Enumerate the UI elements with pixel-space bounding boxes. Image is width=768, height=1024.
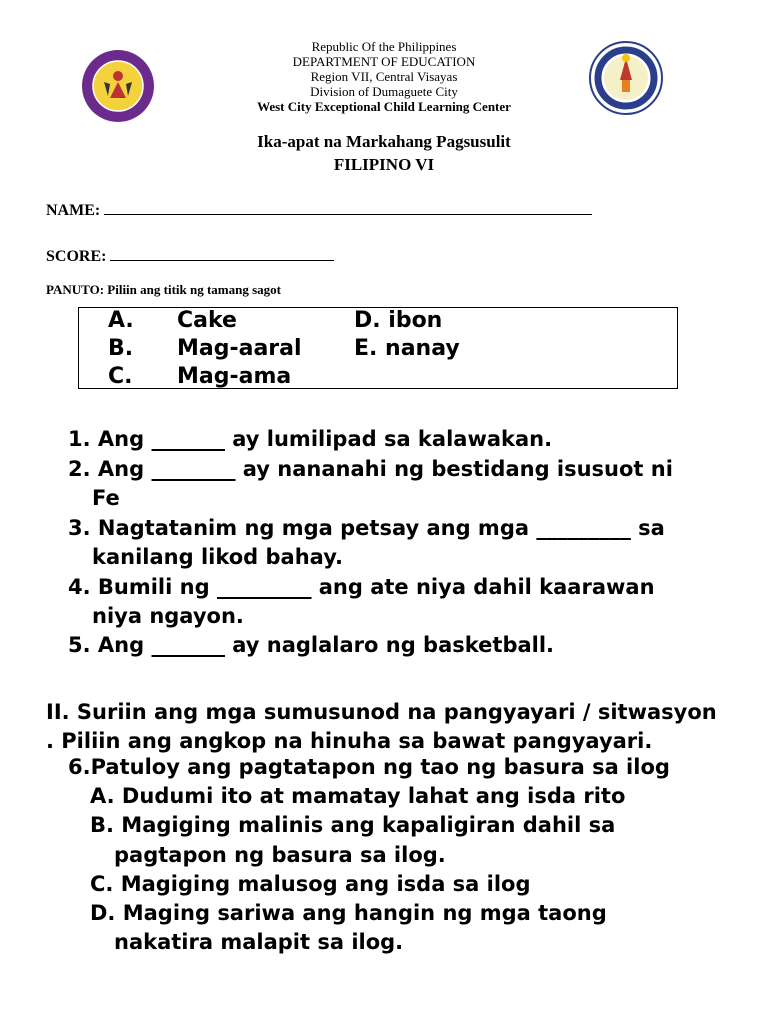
choice-e: E. nanay (354, 336, 460, 361)
header-division: Division of Dumaguete City (310, 84, 458, 99)
question-6: 6.Patuloy ang pagtatapon ng tao ng basura sa ilog (68, 755, 670, 779)
choice-a-letter: A. (108, 308, 134, 333)
question-2-line1: 2. Ang ________ ay nananahi ng bestidang isusuot ni (68, 457, 673, 481)
question-3-line1: 3. Nagtatanim ng mga petsay ang mga _________ sa (68, 516, 665, 540)
option-d-line2: nakatira malapit sa ilog. (114, 930, 404, 954)
option-a: A. Dudumi ito at mamatay lahat ang isda rito (90, 784, 626, 808)
question-5: 5. Ang _______ ay naglalaro ng basketball. (68, 633, 555, 657)
exam-title: Ika-apat na Markahang Pagsusulit (257, 132, 511, 151)
choice-b-text: Mag-aaral (177, 336, 302, 361)
score-label: SCORE: (46, 248, 107, 265)
part2-heading-line1: II. Suriin ang mga sumusunod na pangyayari / sitwasyon (46, 700, 717, 724)
header-department: DEPARTMENT OF EDUCATION (292, 54, 476, 69)
part2-heading-line2: . Piliin ang angkop na hinuha sa bawat pangyayari. (46, 729, 653, 753)
choice-c-text: Mag-ama (177, 364, 292, 389)
option-b-line2: pagtapon ng basura sa ilog. (114, 843, 446, 867)
option-b-line1: B. Magiging malinis ang kapaligiran dahil sa (90, 813, 616, 837)
choice-b-letter: B. (108, 336, 134, 361)
question-4-line1: 4. Bumili ng _________ ang ate niya dahil kaarawan (68, 575, 655, 599)
name-blank[interactable] (104, 200, 592, 215)
header-school: West City Exceptional Child Learning Center (257, 99, 511, 114)
header-region: Region VII, Central Visayas (310, 69, 458, 84)
choice-a-text: Cake (177, 308, 237, 333)
question-4-line2: niya ngayon. (92, 604, 244, 628)
exam-subject: FILIPINO VI (333, 155, 435, 174)
instructions-label: PANUTO: (46, 282, 105, 297)
question-2-line2: Fe (92, 486, 120, 510)
question-1: 1. Ang _______ ay lumilipad sa kalawakan. (68, 427, 553, 451)
option-c: C. Magiging malusog ang isda sa ilog (90, 872, 531, 896)
choice-c-letter: C. (108, 364, 133, 389)
score-blank[interactable] (110, 246, 334, 261)
option-d-line1: D. Maging sariwa ang hangin ng mga taong (90, 901, 607, 925)
name-field[interactable] (46, 200, 592, 220)
choice-d: D. ibon (354, 308, 443, 333)
score-field[interactable] (46, 246, 334, 266)
header-republic: Republic Of the Philippines (311, 39, 457, 54)
question-3-line2: kanilang likod bahay. (92, 545, 343, 569)
instructions (46, 282, 281, 298)
name-label: NAME: (46, 202, 101, 219)
instructions-text: Piliin ang titik ng tamang sagot (104, 282, 281, 297)
